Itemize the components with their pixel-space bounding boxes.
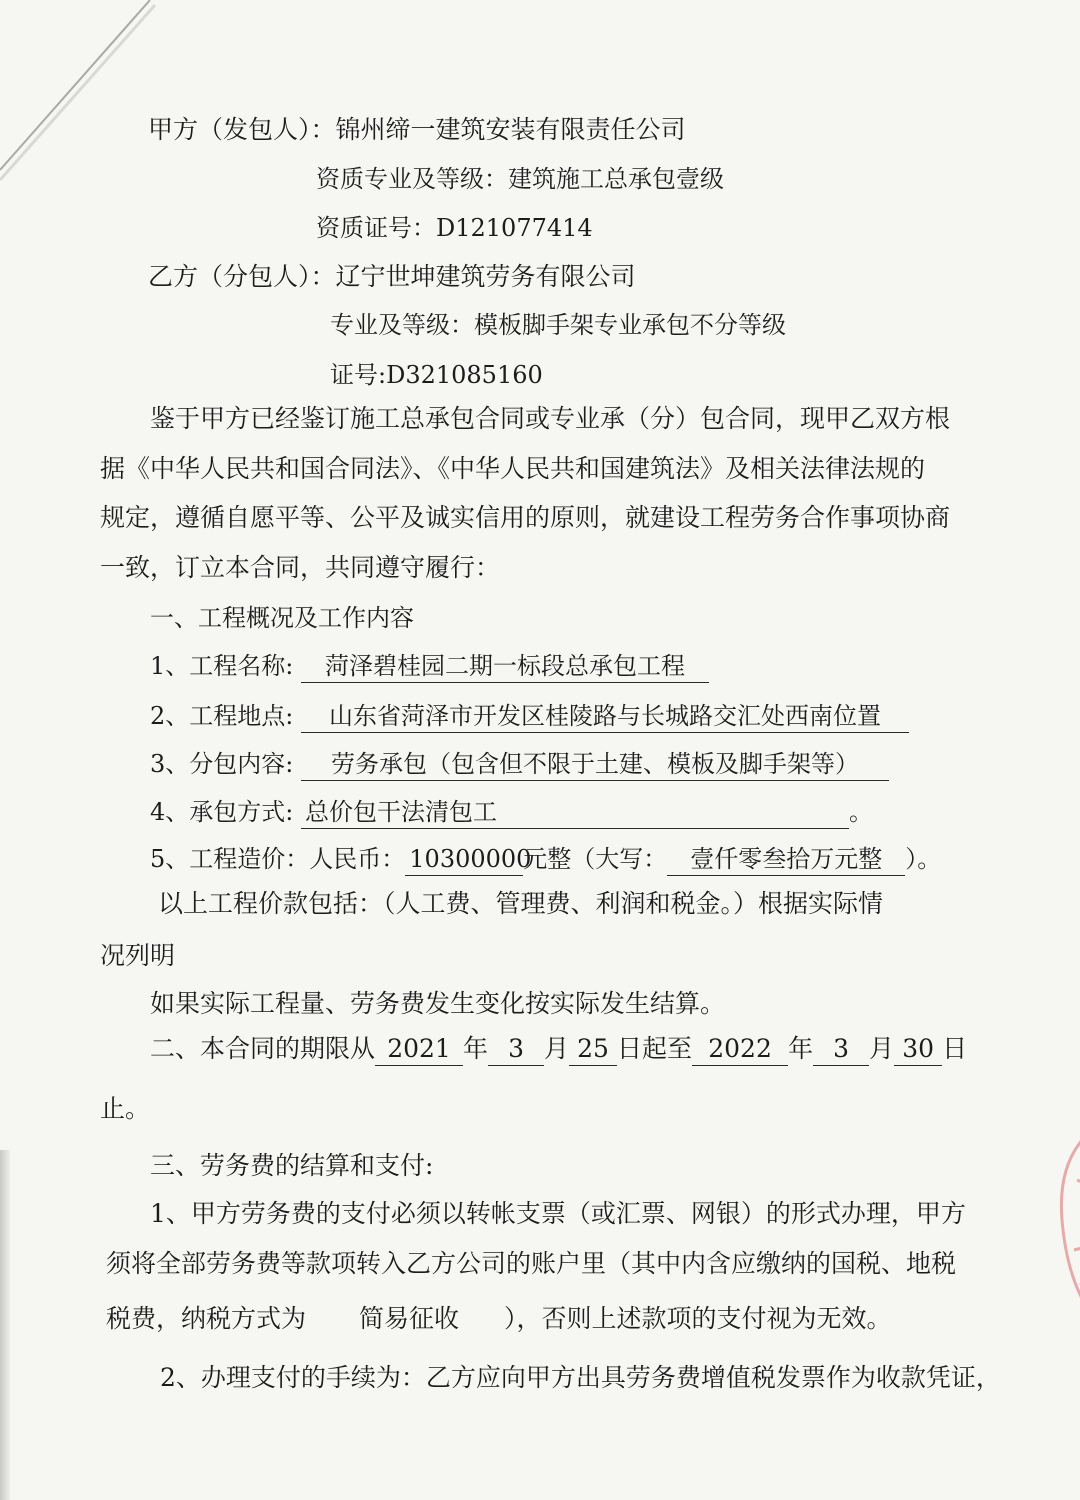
term-end-day-unit: 日 <box>942 1034 968 1063</box>
contract-term-row <box>150 1033 967 1066</box>
payment-para-1-line-2: 须将全部劳务费等款项转入乙方公司的账户里（其中内含应缴纳的国税、地税 <box>106 1249 957 1278</box>
preamble-line-1: 鉴于甲方已经鉴订施工总承包合同或专业承（分）包合同，现甲乙双方根 <box>150 404 951 433</box>
term-end-year-unit: 年 <box>788 1034 814 1063</box>
term-end-year: 2022 <box>692 1033 788 1066</box>
term-end-month-unit: 月 <box>869 1034 895 1063</box>
contract-method-end: 。 <box>849 798 873 826</box>
party-b-certificate <box>330 359 543 391</box>
price-includes-line-2: 况列明 <box>100 941 176 970</box>
price-includes-line-1: 以上工程价款包括：（人工费、管理费、利润和税金。）根据实际情 <box>158 889 884 918</box>
project-cost-row <box>150 843 941 876</box>
project-location-row <box>150 700 909 733</box>
payment-para-1-line-1: 1、甲方劳务费的支付必须以转帐支票（或汇票、网银）的形式办理，甲方 <box>150 1199 966 1228</box>
contract-method-row <box>150 796 873 829</box>
preamble-line-4: 一致，订立本合同，共同遵守履行： <box>100 553 501 582</box>
project-location-value: 山东省菏泽市开发区桂陵路与长城路交汇处西南位置 <box>301 700 909 733</box>
preamble-line-2: 据《中华人民共和国合同法》、《中华人民共和国建筑法》及相关法律法规的 <box>100 454 926 483</box>
party-a-cert-value: D121077414 <box>436 214 593 242</box>
party-a-certificate <box>316 212 593 244</box>
tax-method-value: 简易征收 <box>358 1304 459 1333</box>
section1-title: 一、工程概况及工作内容 <box>150 604 414 632</box>
party-a-name: 锦州缔一建筑安装有限责任公司 <box>335 115 686 144</box>
party-a-qual-value: 建筑施工总承包壹级 <box>508 165 724 193</box>
payment-invalid-clause: ），否则上述款项的支付视为无效。 <box>503 1304 892 1333</box>
page-edge-shadow <box>0 1150 10 1500</box>
term-end-day: 30 <box>894 1033 942 1066</box>
party-b-line <box>148 261 636 293</box>
party-a-qual-label: 资质专业及等级： <box>316 165 508 193</box>
contract-method-label: 4、承包方式: <box>150 798 294 826</box>
settlement-note: 如果实际工程量、劳务费发生变化按实际发生结算。 <box>150 989 726 1018</box>
project-name-value: 菏泽碧桂园二期一标段总承包工程 <box>301 650 709 683</box>
project-cost-end: ）。 <box>905 845 942 873</box>
section3-title: 三、劳务费的结算和支付: <box>150 1151 434 1180</box>
term-end-month: 3 <box>813 1033 869 1066</box>
project-name-label: 1、工程名称: <box>150 652 294 680</box>
subcontract-content-value: 劳务承包（包含但不限于土建、模板及脚手架等） <box>301 748 889 781</box>
paper-crease-mark <box>0 0 160 200</box>
party-b-qual-label: 专业及等级： <box>330 311 474 339</box>
party-a-line <box>148 114 686 146</box>
subcontract-content-row <box>150 748 889 781</box>
project-name-row <box>150 650 709 683</box>
term-start-month-unit: 月 <box>544 1034 570 1063</box>
party-b-name: 辽宁世坤建筑劳务有限公司 <box>335 262 636 291</box>
contract-term-end: 止。 <box>100 1094 151 1123</box>
term-start-year: 2021 <box>375 1033 463 1066</box>
payment-para-1-line-3 <box>106 1303 891 1335</box>
subcontract-content-label: 3、分包内容: <box>150 750 294 778</box>
party-b-label: 乙方（分包人）： <box>148 262 336 291</box>
payment-para-2-line-1: 2、办理支付的手续为：乙方应向甲方出具劳务费增值税发票作为收款凭证， <box>160 1363 1001 1392</box>
party-b-cert-label: 证号: <box>330 361 387 389</box>
tax-method-label: 税费，纳税方式为 <box>106 1304 307 1333</box>
term-start-year-unit: 年 <box>463 1034 489 1063</box>
party-a-qualification <box>316 163 724 195</box>
term-start-month: 3 <box>488 1033 544 1066</box>
project-cost-amount: 10300000 <box>405 843 523 876</box>
term-start-day: 25 <box>569 1033 617 1066</box>
preamble-line-3: 规定，遵循自愿平等、公平及诚实信用的原则，就建设工程劳务合作事项协商 <box>100 503 951 532</box>
party-a-label: 甲方（发包人）： <box>148 115 336 144</box>
party-b-qual-value: 模板脚手架专业承包不分等级 <box>474 311 786 339</box>
term-prefix: 二、本合同的期限从 <box>150 1034 376 1063</box>
red-seal-fragment <box>1052 1120 1080 1320</box>
party-b-qualification <box>330 309 786 341</box>
term-to-label: 日起至 <box>617 1034 693 1063</box>
project-cost-label: 5、工程造价：人民币： <box>150 845 406 873</box>
project-cost-caps-label: 元整（大写： <box>523 845 668 873</box>
contract-method-value: 总价包干法清包工 <box>301 796 849 829</box>
party-a-cert-label: 资质证号： <box>316 214 436 242</box>
party-b-cert-value: D321085160 <box>386 361 543 389</box>
project-cost-caps-value: 壹仟零叁拾万元整 <box>667 843 905 876</box>
project-location-label: 2、工程地点: <box>150 702 294 730</box>
